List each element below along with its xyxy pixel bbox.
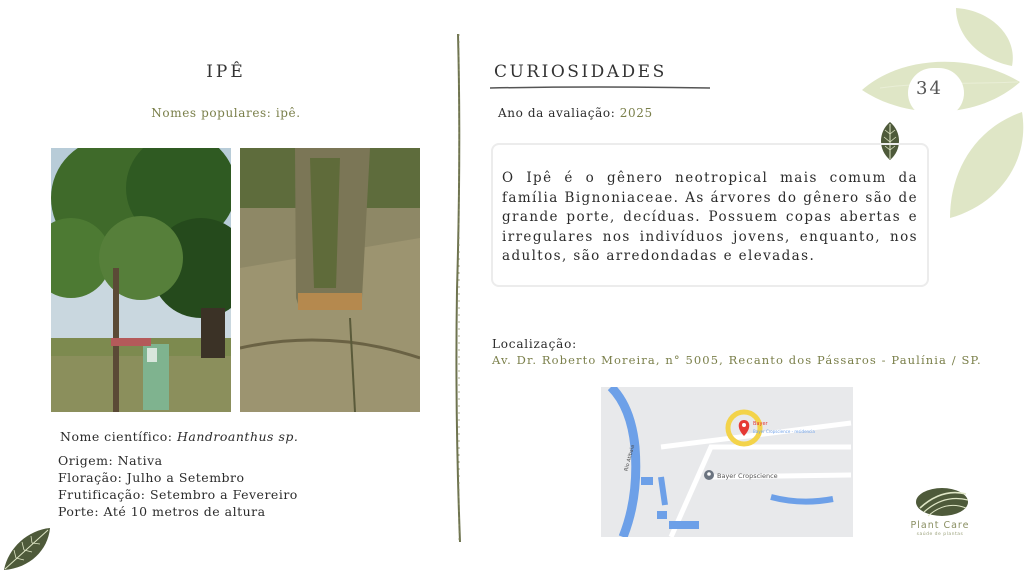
- location-map: [601, 387, 853, 537]
- species-facts: [58, 452, 298, 520]
- fruiting-fact: Frutificação: Setembro a Fevereiro: [58, 487, 298, 502]
- tree-canopy-photo: [51, 148, 231, 412]
- tree-trunk-photo: [240, 148, 420, 412]
- year-label: Ano da avaliação:: [498, 106, 616, 120]
- map-place-label: Bayer Cropscience: [717, 472, 778, 480]
- species-title: IPÊ: [206, 62, 246, 82]
- leaf-icon: [2, 526, 52, 574]
- scientific-name: Handroanthus sp.: [177, 429, 299, 444]
- brand-name: Plant Care: [910, 520, 970, 531]
- year-value: 2025: [619, 106, 653, 120]
- flowering-fact: Floração: Julho a Setembro: [58, 470, 245, 485]
- scientific-name-line: [60, 429, 298, 444]
- page-number: 34: [916, 78, 943, 99]
- map-road-label: Rio Atibaia: [623, 444, 637, 472]
- origin-fact: Origem: Nativa: [58, 453, 163, 468]
- title-underline: [488, 84, 712, 92]
- evaluation-year: [498, 106, 653, 120]
- plant-care-logo-icon: [914, 486, 970, 520]
- location-label: Localização:: [492, 337, 577, 351]
- brand-tagline: saúde de plantas: [916, 532, 964, 537]
- scientific-name-label: Nome científico:: [60, 429, 173, 444]
- column-divider: [452, 30, 466, 546]
- popular-names: Nomes populares: ipê.: [151, 106, 301, 120]
- curiosities-title: CURIOSIDADES: [494, 62, 667, 82]
- location-address: Av. Dr. Roberto Moreira, n° 5005, Recanto dos Pássaros - Paulínia / SP.: [492, 353, 982, 367]
- map-pin-label: Bayer: [753, 421, 768, 427]
- size-fact: Porte: Até 10 metros de altura: [58, 504, 266, 519]
- curiosity-text: O Ipê é o gênero neotropical mais comum da família Bignoniaceae. As árvores do gênero são de grande porte, decíduas. Possuem copas abertas e irregulares nos indivíduos jovens, enquanto, nos adultos, são arredondadas e elevadas.: [502, 170, 918, 264]
- map-pin-sublabel: Bayer Cropscience - residencia: [753, 429, 815, 434]
